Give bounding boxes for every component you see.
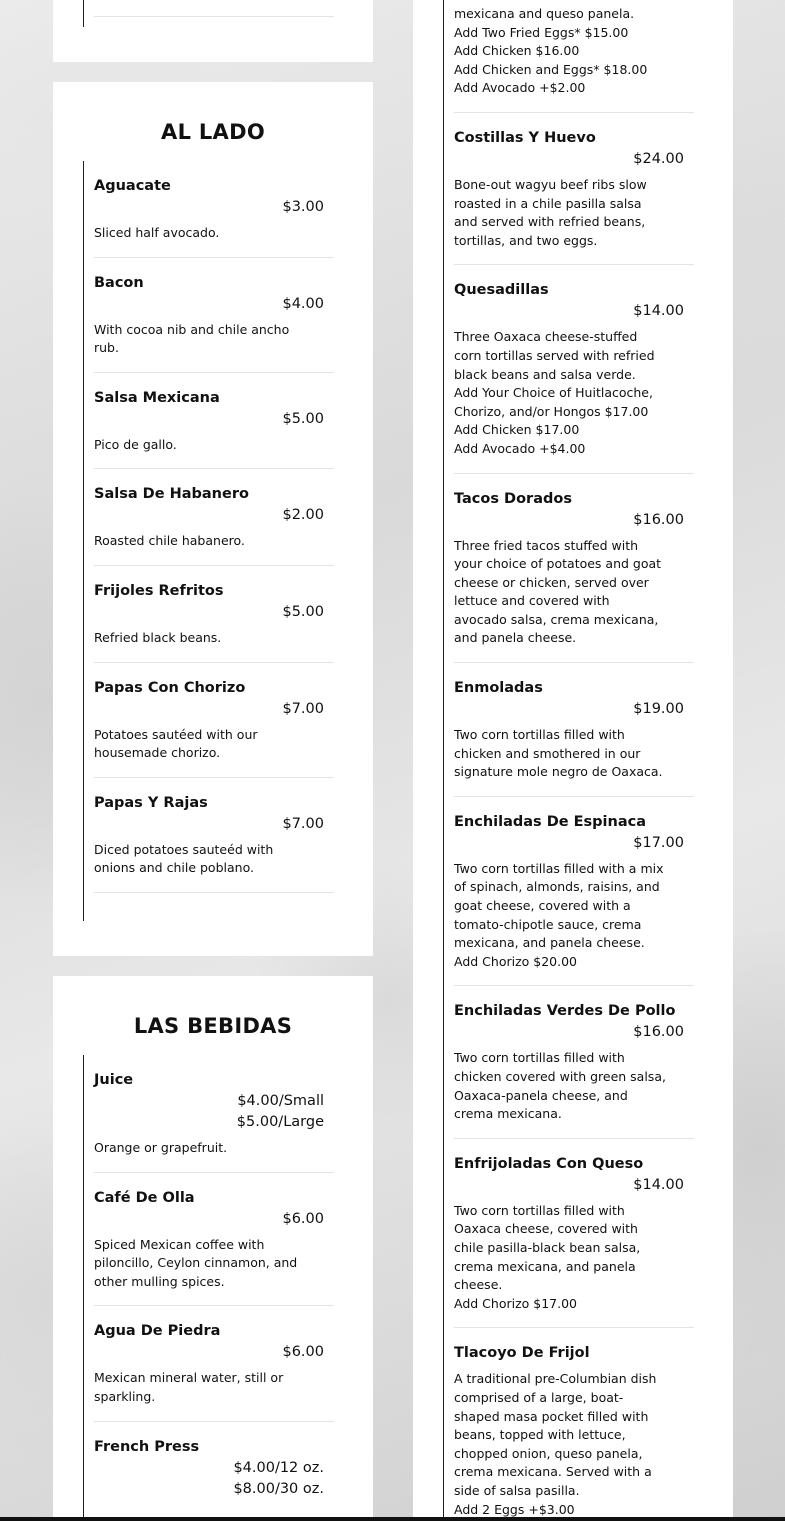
- item-description: Two corn tortillas filled with chicken and smothered in our signature mole negro de Oaxaca.: [454, 727, 663, 780]
- item-name: French Press: [94, 1438, 200, 1455]
- menu-item: [454, 0, 694, 113]
- item-price: $14.00: [633, 1176, 684, 1193]
- menu-item: [94, 663, 334, 778]
- menu-item: [94, 1306, 334, 1421]
- item-price: $6.00: [282, 1344, 324, 1361]
- bottom-edge-bar: [0, 1517, 785, 1521]
- item-addon: Add Avocado +$4.00: [454, 440, 586, 456]
- menu-card-al-lado: [53, 82, 373, 956]
- menu-item: [94, 778, 334, 893]
- item-price: $16.00: [633, 511, 684, 528]
- item-price: $5.00: [282, 410, 324, 427]
- item-description: Refried black beans.: [94, 629, 222, 645]
- item-name: Café De Olla: [94, 1189, 195, 1206]
- item-description-text: A traditional pre-Columbian dish comprised of a large, boat-shaped masa pocket filled with beans, topped with lettuce, chopped onion, queso panela, crema mexicana. Served with a side of salsa pasilla.: [454, 1371, 657, 1498]
- item-description: [454, 1370, 684, 1521]
- menu-item-list: [83, 161, 333, 921]
- item-price: $4.00: [282, 295, 324, 312]
- menu-item: [94, 161, 334, 258]
- item-description: Pico de gallo.: [94, 436, 177, 452]
- item-price: $14.00: [633, 303, 684, 320]
- menu-item: [454, 474, 694, 664]
- item-name: Enmoladas: [454, 680, 543, 697]
- item-name: Costillas Y Huevo: [454, 129, 596, 146]
- item-price: $3.00: [282, 199, 324, 215]
- menu-item: [94, 258, 334, 373]
- item-price: $2.00: [282, 507, 324, 524]
- menu-item: [454, 1139, 694, 1329]
- item-name: Salsa De Habanero: [94, 486, 249, 503]
- item-description-text: mexicana and queso panela.: [454, 6, 635, 21]
- item-name: Enchiladas De Espinaca: [454, 813, 647, 830]
- item-description: Spiced Mexican coffee with piloncillo, Ceylon cinnamon, and other mulling spices.: [94, 1236, 298, 1289]
- menu-item-list: [83, 1055, 333, 1521]
- menu-card-previous: [53, 0, 373, 62]
- item-name: Juice: [94, 1072, 134, 1088]
- menu-item: [454, 1328, 694, 1521]
- menu-item: [94, 469, 334, 566]
- item-name: Papas Con Chorizo: [94, 679, 246, 696]
- item-name: Agua De Piedra: [94, 1323, 221, 1340]
- item-name: Frijoles Refritos: [94, 582, 224, 599]
- item-price: $19.00: [633, 701, 684, 718]
- menu-item: [454, 986, 694, 1138]
- menu-item: [454, 663, 694, 797]
- item-description-text: Two corn tortillas filled with a mix of spinach, almonds, raisins, and goat cheese, covered with a tomato-chipotle sauce, crema mexicana, and panela cheese.: [454, 860, 664, 951]
- item-price: $4.00/Small: [237, 1093, 324, 1109]
- menu-item: [454, 797, 694, 987]
- item-name: Enfrijoladas Con Queso: [454, 1155, 644, 1172]
- item-price: $7.00: [282, 815, 324, 832]
- item-description-text: Three Oaxaca cheese-stuffed corn tortillas served with refried black beans and salsa verde.: [454, 329, 655, 382]
- menu-item: [94, 1055, 334, 1173]
- menu-item: [94, 373, 334, 470]
- item-name: Aguacate: [94, 178, 171, 194]
- menu-item-list: [83, 0, 333, 27]
- menu-item: [454, 265, 694, 473]
- item-price: $5.00: [282, 603, 324, 620]
- item-addon: Add Chicken and Eggs* $18.00: [454, 61, 648, 77]
- menu-item: [94, 566, 334, 663]
- item-description: [454, 860, 684, 986]
- item-description-text: Two corn tortillas filled with Oaxaca cheese, covered with chile pasilla-black bean salsa, crema mexicana, and panela cheese.: [454, 1202, 641, 1293]
- menu-card-platos: [413, 0, 733, 1521]
- menu-item: [94, 0, 334, 17]
- item-description: Sliced half avocado.: [94, 225, 220, 240]
- item-name: Bacon: [94, 274, 144, 291]
- menu-item: [94, 1422, 334, 1499]
- item-price: $16.00: [633, 1024, 684, 1041]
- section-title: AL LADO: [161, 120, 265, 144]
- item-description: With cocoa nib and chile ancho rub.: [94, 321, 290, 356]
- item-addon: Add 2 Eggs +$3.00: [454, 1501, 575, 1517]
- menu-item: [454, 113, 694, 265]
- item-description: Mexican mineral water, still or sparkling.: [94, 1370, 284, 1404]
- item-price: $7.00: [282, 700, 324, 717]
- item-description: Potatoes sautéed with our housemade chorizo.: [94, 726, 258, 761]
- menu-item-list: [443, 0, 693, 1521]
- item-addon: Add Chorizo $17.00: [454, 1295, 578, 1311]
- item-description: Orange or grapefruit.: [94, 1140, 228, 1155]
- item-addon: Add Chicken $17.00: [454, 422, 580, 438]
- item-addon: Add Your Choice of Huitlacoche, Chorizo, and/or Hongos $17.00: [454, 385, 653, 419]
- section-title: LAS BEBIDAS: [133, 1014, 293, 1038]
- item-name: Tlacoyo De Frijol: [454, 1345, 590, 1362]
- item-name: Enchiladas Verdes De Pollo: [454, 1003, 676, 1020]
- item-addon: Add Two Fried Eggs* $15.00: [454, 24, 629, 40]
- menu-item: [94, 1173, 334, 1307]
- item-description: Two corn tortillas filled with chicken covered with green salsa, Oaxaca-panela cheese, and crema mexicana.: [454, 1050, 666, 1122]
- item-price: $6.00: [282, 1210, 324, 1227]
- item-name: Quesadillas: [454, 282, 549, 299]
- item-price-secondary: $5.00/Large: [236, 1114, 324, 1130]
- item-description: Three fried tacos stuffed with your choice of potatoes and goat cheese or chicken, served over lettuce and covered with avocado salsa, crema mexicana, and panela cheese.: [454, 537, 662, 646]
- item-name: Tacos Dorados: [454, 490, 572, 507]
- item-price: $17.00: [633, 834, 684, 851]
- item-description: Roasted chile habanero.: [94, 533, 245, 549]
- item-addon: Add Chicken $16.00: [454, 43, 580, 59]
- item-description: [454, 328, 684, 472]
- item-addon: Add Avocado +$2.00: [454, 80, 586, 96]
- item-description: Diced potatoes sauteéd with onions and chile poblano.: [94, 841, 274, 876]
- item-addon: Add Chorizo $20.00: [454, 953, 578, 969]
- item-description: [454, 0, 684, 112]
- item-description: [454, 1202, 684, 1328]
- item-name: Salsa Mexicana: [94, 389, 220, 406]
- menu-card-las-bebidas: [53, 976, 373, 1521]
- item-price: $4.00/12 oz.: [233, 1459, 324, 1476]
- item-price-secondary: $8.00/30 oz.: [233, 1480, 324, 1497]
- item-price: $24.00: [633, 150, 684, 167]
- item-name: Papas Y Rajas: [94, 794, 208, 811]
- item-description: Bone-out wagyu beef ribs slow roasted in a chile pasilla salsa and served with refried beans, tortillas, and two eggs.: [454, 176, 647, 248]
